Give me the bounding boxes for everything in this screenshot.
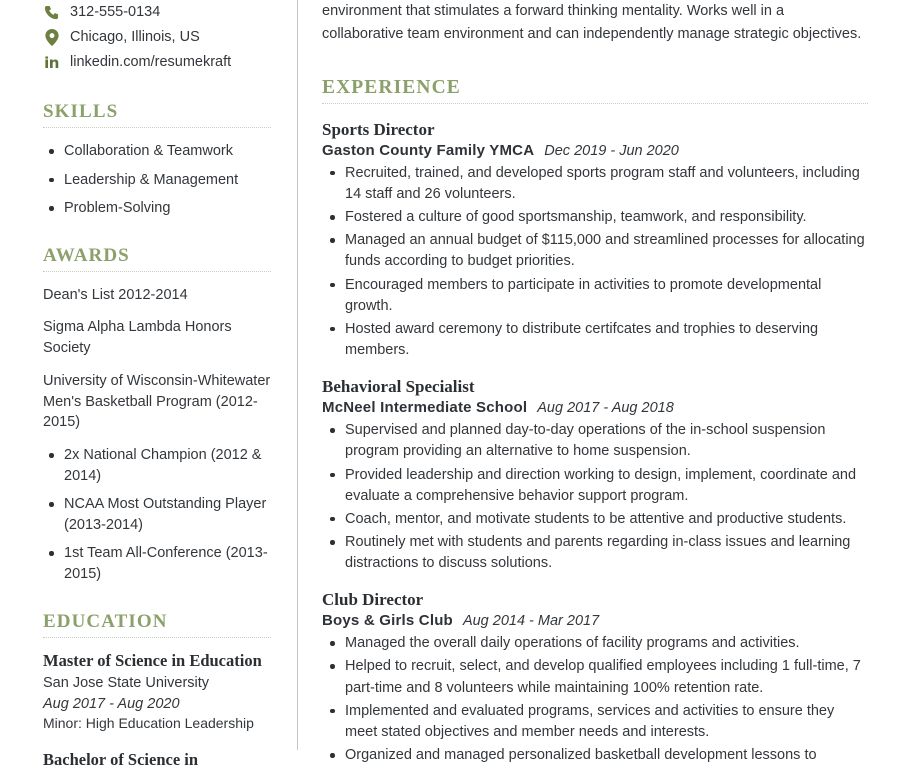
main-column [297, 0, 903, 764]
skills-body [43, 141, 271, 219]
award-entry: Dean's List 2012-2014 [43, 286, 188, 303]
education-degree: Bachelor of Science in [43, 750, 199, 770]
job-company: Gaston County Family YMCA [322, 141, 535, 159]
list-item: Coach, mentor, and motivate students to be attentive and productive students. [322, 509, 868, 530]
list-item: Collaboration & Teamwork [43, 141, 271, 162]
contact-phone-row [43, 0, 271, 25]
list-item: Routinely met with students and parents regarding in-class issues and learning distractions to discuss solutions. [322, 532, 868, 574]
job-bullet-list [322, 633, 868, 766]
experience-divider [322, 103, 868, 104]
contact-list [43, 0, 271, 75]
list-item: Problem-Solving [43, 198, 271, 219]
job-company: McNeel Intermediate School [322, 399, 528, 417]
awards-bullet-list [43, 445, 271, 584]
education-divider [43, 637, 271, 638]
experience-entry [322, 120, 868, 361]
list-item: NCAA Most Outstanding Player (2013-2014) [43, 494, 271, 535]
list-item: Recruited, trained, and developed sports program staff and volunteers, including 14 staff and 26 volunteers. [322, 163, 868, 205]
experience-entry [322, 377, 868, 574]
education-degree: Master of Science in Education [43, 650, 262, 670]
list-item: Organized and managed personalized basketball development lessons to [322, 745, 868, 766]
section-skills [43, 101, 271, 219]
job-title: Behavioral Specialist [322, 377, 475, 397]
contact-location-text: Chicago, Illinois, US [70, 28, 200, 45]
job-meta [322, 612, 868, 629]
list-item: Helped to recruit, select, and develop qualified employees including 1 full-time, 7 part-time and 8 volunteers while maintaining 100% retention rate. [322, 656, 868, 698]
contact-location-row [43, 25, 271, 50]
skills-list [43, 141, 271, 219]
education-note: Minor: High Education Leadership [43, 714, 254, 731]
list-item: Implemented and evaluated programs, services and activities to ensure they meet stated objectives and member needs and interests. [322, 701, 868, 743]
section-awards [43, 245, 271, 585]
job-dates: Aug 2017 - Aug 2018 [537, 400, 674, 417]
experience-heading: EXPERIENCE [322, 76, 461, 98]
linkedin-icon-glyph: in [44, 53, 59, 72]
contact-linkedin-row[interactable] [43, 50, 271, 75]
education-entry [43, 651, 271, 734]
education-school: San Jose State University [43, 675, 210, 692]
list-item: Managed the overall daily operations of facility programs and activities. [322, 633, 868, 654]
contact-linkedin-text[interactable]: linkedin.com/resumekraft [70, 53, 232, 70]
sidebar [0, 0, 297, 770]
education-heading: EDUCATION [43, 610, 168, 632]
education-entry [43, 750, 271, 771]
phone-icon [43, 4, 60, 21]
job-meta [322, 142, 868, 159]
education-dates: Aug 2017 - Aug 2020 [43, 695, 180, 712]
skills-divider [43, 127, 271, 128]
job-bullet-list [322, 163, 868, 361]
job-bullet-list [322, 420, 868, 574]
job-company: Boys & Girls Club [322, 612, 453, 630]
column-divider [297, 0, 298, 750]
list-item: Hosted award ceremony to distribute certifcates and trophies to deserving members. [322, 319, 868, 361]
list-item: 1st Team All-Conference (2013-2015) [43, 543, 271, 584]
award-entry: University of Wisconsin-Whitewater Men's Basketball Program (2012-2015) [43, 372, 271, 431]
list-item: Fostered a culture of good sportsmanship, teamwork, and responsibility. [322, 207, 868, 228]
contact-phone-text: 312-555-0134 [70, 3, 161, 20]
award-entry: Sigma Alpha Lambda Honors Society [43, 319, 232, 357]
location-pin-icon [43, 29, 60, 46]
job-meta [322, 399, 868, 416]
list-item: 2x National Champion (2012 & 2014) [43, 445, 271, 486]
awards-heading: AWARDS [43, 244, 130, 266]
experience-entry [322, 590, 868, 766]
list-item: Managed an annual budget of $115,000 and streamlined processes for allocating funds according to budget priorities. [322, 230, 868, 272]
job-title: Club Director [322, 590, 424, 610]
list-item: Provided leadership and direction working to design, implement, coordinate and evaluate a comprehensive behavior support program. [322, 465, 868, 507]
summary-text: environment that stimulates a forward thinking mentality. Works well in a collaborative team environment and can independently manage strategic objectives. [322, 3, 862, 42]
linkedin-icon [43, 54, 60, 71]
section-experience [322, 77, 868, 766]
job-dates: Aug 2014 - Mar 2017 [462, 613, 600, 630]
skills-heading: SKILLS [43, 101, 119, 122]
section-education [43, 611, 271, 771]
list-item: Encouraged members to participate in activities to promote developmental growth. [322, 275, 868, 317]
list-item: Leadership & Management [43, 170, 271, 191]
job-title: Sports Director [322, 119, 435, 139]
list-item: Supervised and planned day-to-day operations of the in-school suspension program providing an alternative to home suspension. [322, 420, 868, 462]
awards-body [43, 285, 271, 585]
education-body [43, 651, 271, 771]
job-dates: Dec 2019 - Jun 2020 [544, 142, 679, 159]
awards-divider [43, 271, 271, 272]
